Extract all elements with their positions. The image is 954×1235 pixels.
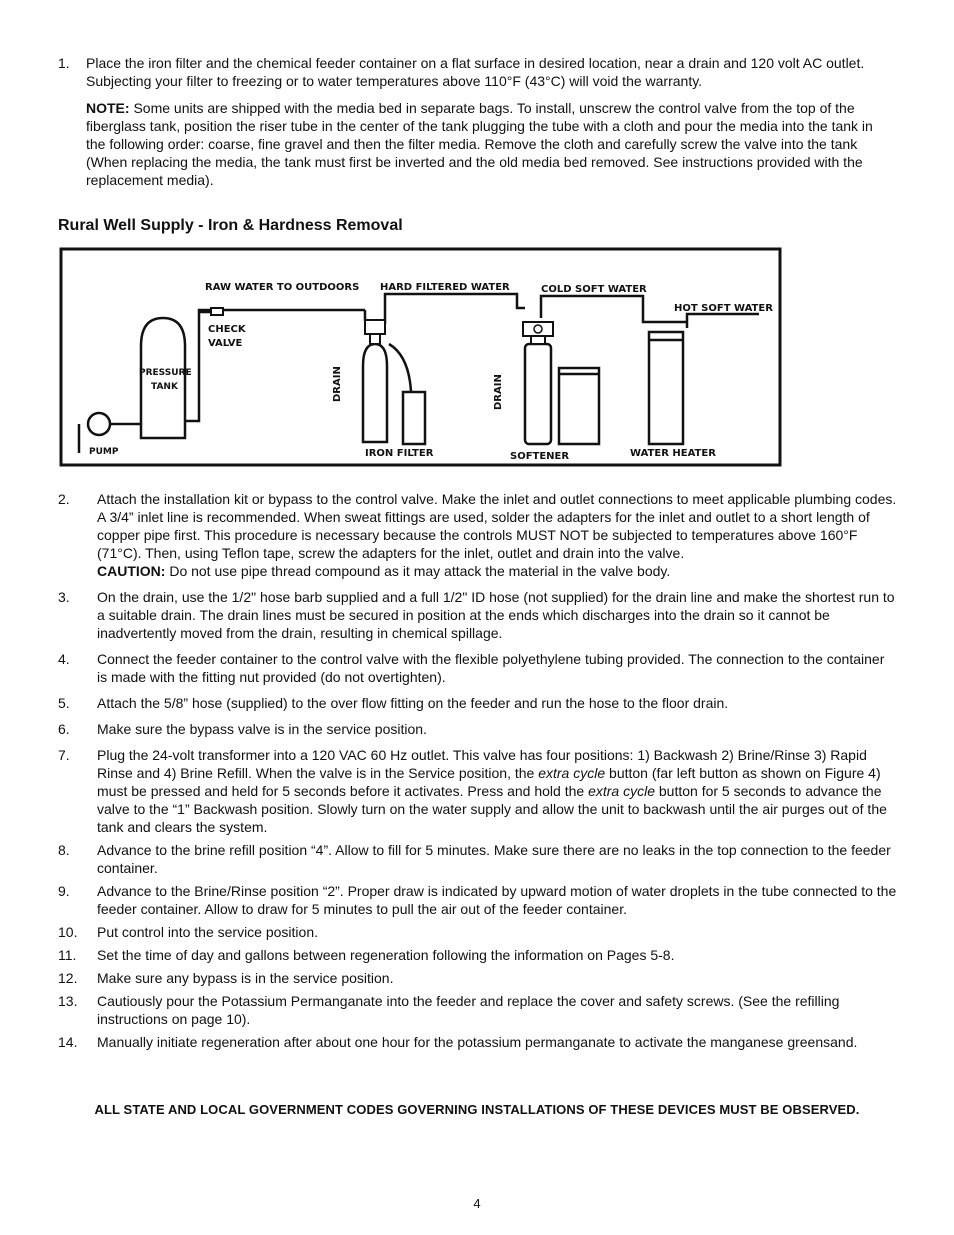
list-item bbox=[58, 923, 898, 941]
hard-filtered-line bbox=[385, 294, 525, 324]
list-item bbox=[58, 882, 898, 918]
label-pressure: PRESSURE bbox=[139, 368, 192, 378]
step-number: 12. bbox=[58, 970, 78, 986]
step-text: Manually initiate regeneration after about one hour for the potassium permanganate to activate the manganese greensand. bbox=[97, 1034, 858, 1050]
item-number: 1. bbox=[58, 55, 70, 71]
note-paragraph bbox=[86, 99, 888, 189]
step-number: 9. bbox=[58, 883, 70, 899]
step-text: Make sure any bypass is in the service position. bbox=[97, 970, 394, 986]
iron-filter-valve-icon bbox=[365, 320, 385, 334]
note-text: Some units are shipped with the media bed in separate bags. To install, unscrew the control valve from the top of the fiberglass tank, position the riser tube in the center of the tank plugging the tube with a cloth and pour the media into the tank in the following order: coarse, fine gravel and then the filter media. Remove the cloth and carefully screw the valve into the tank (When replacing the media, the tank must first be inverted and the old media bed removed. See instructions provided with the replacement media). bbox=[86, 100, 873, 188]
label-softener: SOFTENER bbox=[510, 451, 570, 462]
list-item bbox=[58, 746, 898, 836]
caution-text: Do not use pipe thread compound as it may attack the material in the valve body. bbox=[165, 563, 671, 579]
step-text: Make sure the bypass valve is in the service position. bbox=[97, 721, 427, 737]
list-item bbox=[58, 490, 898, 580]
step-number: 11. bbox=[58, 947, 77, 963]
softener-tank bbox=[525, 344, 551, 444]
brine-tank bbox=[559, 368, 599, 444]
feeder-container bbox=[403, 392, 425, 444]
cold-soft-line bbox=[541, 296, 687, 322]
codes-notice: ALL STATE AND LOCAL GOVERNMENT CODES GOVERNING INSTALLATIONS OF THESE DEVICES MUST BE OBSERVED. bbox=[94, 1102, 860, 1117]
step-text: Advance to the brine refill position “4”. Allow to fill for 5 minutes. Make sure there are no leaks in the top connection to the feeder container. bbox=[97, 842, 891, 876]
iron-filter-tank bbox=[363, 344, 387, 442]
list-item bbox=[58, 720, 898, 738]
step-text: Put control into the service position. bbox=[97, 924, 319, 940]
installation-steps bbox=[58, 490, 898, 1051]
caution-paragraph bbox=[97, 562, 898, 580]
iron-filter-neck bbox=[370, 334, 380, 344]
step-text: On the drain, use the 1/2" hose barb supplied and a full 1/2" ID hose (not supplied) for the drain line and make the shortest run to a suitable drain. The drain lines must be secured in position at the ends which discharges into the drain so it cannot be inadvertently moved from the drain, resulting in chemical spillage. bbox=[97, 589, 895, 641]
list-item bbox=[58, 1033, 898, 1051]
step-number: 13. bbox=[58, 993, 78, 1009]
step-number: 5. bbox=[58, 695, 70, 711]
label-check: CHECK bbox=[208, 324, 246, 335]
step-text bbox=[97, 490, 898, 580]
list-item bbox=[58, 841, 898, 877]
label-cold-soft: COLD SOFT WATER bbox=[541, 284, 647, 295]
label-hot-soft: HOT SOFT WATER bbox=[674, 303, 773, 314]
check-valve-icon bbox=[211, 308, 223, 315]
hot-soft-line bbox=[687, 314, 759, 328]
plumbing-diagram bbox=[59, 246, 783, 468]
label-hard-filtered: HARD FILTERED WATER bbox=[380, 282, 510, 293]
softener-dial-icon bbox=[534, 325, 542, 333]
step-text bbox=[97, 746, 898, 836]
label-drain-2: DRAIN bbox=[493, 374, 504, 410]
step-body: Attach the installation kit or bypass to the control valve. Make the inlet and outlet connections to meet applicable plumbing codes. A 3/4” inlet line is recommended. When sweat fittings are used, solder the adapters for the inlet and outlet to a short length of copper pipe first. This procedure is necessary because the controls MUST NOT be subjected to temperatures above 160°F (71°C). Then, using Teflon tape, screw the adapters for the inlet, outlet and drain into the valve. bbox=[97, 491, 897, 561]
list-item bbox=[58, 54, 888, 90]
label-raw-water: RAW WATER TO OUTDOORS bbox=[205, 282, 360, 293]
label-iron-filter: IRON FILTER bbox=[365, 448, 434, 459]
section-title: Rural Well Supply - Iron & Hardness Removal bbox=[58, 217, 403, 234]
note-label: NOTE: bbox=[86, 100, 130, 116]
step-text: Cautiously pour the Potassium Permanganate into the feeder and replace the cover and safety screws. (See the refilling instructions on page 10). bbox=[97, 993, 840, 1027]
list-item bbox=[58, 588, 898, 642]
list-item bbox=[58, 969, 898, 987]
list-item bbox=[58, 694, 898, 712]
step-text-part: button for 5 seconds to advance the valve to the “1” Backwash position. Slowly turn on the water supply and allow the unit to backwash until the air purges out of the tank and clears the system. bbox=[97, 783, 887, 835]
step-text-part: button (far left button as shown on Figure 4) must be pressed and held for 5 seconds before it activates. Press and hold the bbox=[97, 765, 881, 799]
emphasis-extra-cycle: extra cycle bbox=[538, 765, 606, 781]
step-number: 6. bbox=[58, 721, 70, 737]
step-text: Connect the feeder container to the control valve with the flexible polyethylene tubing provided. The connection to the container is made with the fitting nut provided (do not overtighten). bbox=[97, 651, 885, 685]
step-text-part: Plug the 24-volt transformer into a 120 VAC 60 Hz outlet. This valve has four positions: 1) Backwash 2) Brine/Rinse 3) Rapid Rinse and 4) Brine Refill. When the valve is in the Service position, the bbox=[97, 747, 867, 781]
step-text: Attach the 5/8” hose (supplied) to the over flow fitting on the feeder and run the hose to the floor drain. bbox=[97, 695, 729, 711]
softener-neck bbox=[531, 336, 545, 344]
list-item bbox=[58, 946, 898, 964]
step-number: 7. bbox=[58, 747, 70, 763]
label-drain-1: DRAIN bbox=[332, 366, 343, 402]
step-number: 2. bbox=[58, 491, 70, 507]
label-valve: VALVE bbox=[208, 338, 243, 349]
emphasis-extra-cycle: extra cycle bbox=[588, 783, 655, 799]
label-tank: TANK bbox=[151, 382, 178, 392]
step-number: 10. bbox=[58, 924, 78, 940]
intro-section bbox=[58, 54, 888, 189]
pump-icon bbox=[88, 413, 110, 435]
pressure-tank bbox=[141, 318, 185, 438]
step-text: Set the time of day and gallons between regeneration following the information on Pages 5-8. bbox=[97, 947, 675, 963]
list-item bbox=[58, 650, 898, 686]
step-number: 14. bbox=[58, 1034, 78, 1050]
step-number: 4. bbox=[58, 651, 70, 667]
step-number: 8. bbox=[58, 842, 70, 858]
caution-label: CAUTION: bbox=[97, 563, 166, 579]
item-text: Place the iron filter and the chemical feeder container on a flat surface in desired location, near a drain and 120 volt AC outlet. Subjecting your filter to freezing or to water temperatures above 110°F (43°C) will void the warranty. bbox=[86, 55, 865, 89]
label-pump: PUMP bbox=[89, 447, 119, 457]
page-number: 4 bbox=[473, 1196, 481, 1211]
label-water-heater: WATER HEATER bbox=[630, 448, 716, 459]
list-item bbox=[58, 992, 898, 1028]
iron-filter-tube bbox=[389, 344, 411, 392]
step-number: 3. bbox=[58, 589, 70, 605]
water-heater bbox=[649, 332, 683, 444]
step-text: Advance to the Brine/Rinse position “2”. Proper draw is indicated by upward motion of water droplets in the tube connected to the feeder container. Allow to draw for 5 minutes to pull the air out of the feeder container. bbox=[97, 883, 897, 917]
